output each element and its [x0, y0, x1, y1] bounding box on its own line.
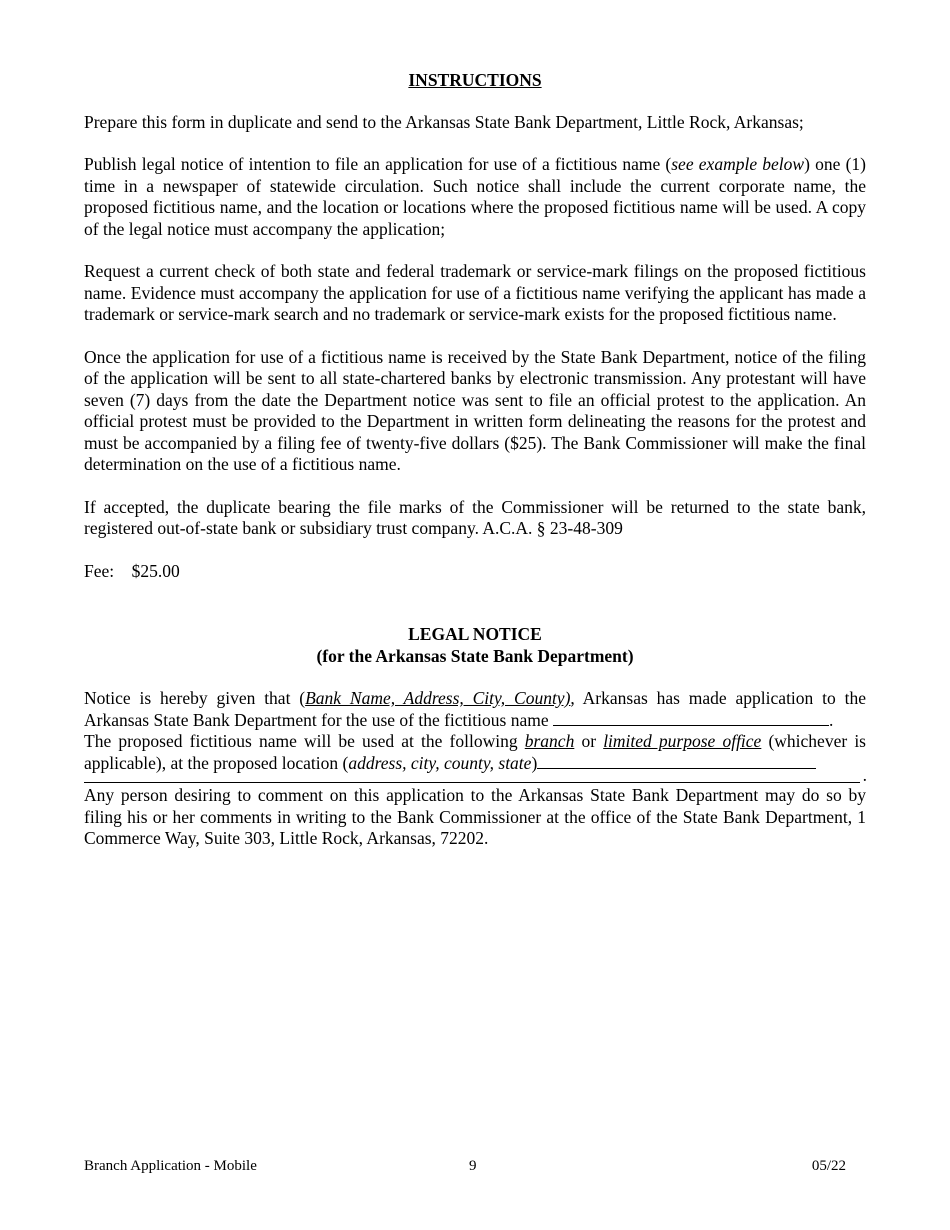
notice-sentence-1: Notice is hereby given that (Bank Name, Address, City, County), Arkansas has made application to the Arkansas State Bank Department for the use of the fictitious name .	[84, 688, 866, 730]
legal-notice-body	[84, 688, 866, 850]
instruction-paragraph-2	[84, 154, 866, 240]
instruction-paragraph-3: Request a current check of both state and federal trademark or service-mark filings on the proposed fictitious name. Evidence must accompany the application for use of a fictitious name verifying the applicant has made a trademark or service-mark search and no trademark or service-mark exists for the proposed fictitious name.	[84, 261, 866, 324]
footer-page-number: 9	[469, 1158, 477, 1174]
instructions-title: INSTRUCTIONS	[408, 70, 542, 90]
instruction-paragraph-2-text-b: ) one (1) time in a newspaper of statewide circulation. Such notice shall include the current corporate name, the proposed fictitious name, and the location or locations where the proposed fictitious name will be used. A copy of the legal notice must accompany the application;	[84, 154, 866, 239]
notice-sentence-1-text-a: Notice is hereby given that (	[84, 688, 306, 708]
location-placeholder: address, city, county, state	[348, 752, 532, 773]
notice-sentence-2-text-c: )	[531, 752, 538, 773]
instruction-paragraph-4: Once the application for use of a fictitious name is received by the State Bank Department, notice of the filing of the application will be sent to all state-chartered banks by electronic transmission. Any protestant will have seven (7) days from the date the Department notice was sent to file an official protest to the application. An official protest must be provided to the Department in written form delineating the reasons for the protest and must be accompanied by a filing fee of twenty-five dollars ($25). The Bank Commissioner will make the final determination on the use of a fictitious name.	[84, 346, 866, 474]
footer-form-name: Branch Application - Mobile	[84, 1158, 257, 1174]
period-mark: .	[862, 765, 867, 785]
notice-sentence-2-text-a: The proposed fictitious name will be used at the following	[84, 731, 525, 751]
fee-line	[84, 561, 866, 583]
legal-notice-title	[84, 624, 866, 667]
notice-sentence-2	[84, 731, 866, 774]
instruction-paragraph-5: If accepted, the duplicate bearing the file marks of the Commissioner will be returned to the state bank, registered out-of-state bank or subsidiary trust company. A.C.A. § 23-48-309	[84, 496, 866, 538]
see-example-text: see example below	[671, 154, 805, 174]
fee-value: $25.00	[131, 560, 180, 581]
notice-sentence-2-text-b: (whichever is applicable), at the proposed location (	[84, 731, 866, 773]
fictitious-name-blank[interactable]	[553, 710, 829, 726]
legal-notice-title-line2: (for the Arkansas State Bank Department)	[316, 645, 634, 666]
fee-label: Fee:	[84, 560, 115, 581]
bank-name-placeholder: Bank Name, Address, City, County)	[305, 688, 571, 708]
location-blank-1[interactable]	[537, 753, 816, 769]
legal-notice-title-line1: LEGAL NOTICE	[408, 624, 542, 644]
document-page	[84, 70, 866, 850]
branch-option: branch	[524, 731, 575, 751]
footer-date: 05/22	[811, 1158, 846, 1174]
notice-sentence-3: Any person desiring to comment on this application to the Arkansas State Bank Department may do so by filing his or her comments in writing to the Bank Commissioner at the office of the State Bank Department, 1 Commerce Way, Suite 303, Little Rock, Arkansas, 72202.	[84, 785, 866, 848]
instruction-paragraph-1: Prepare this form in duplicate and send to the Arkansas State Bank Department, Little Rock, Arkansas;	[84, 111, 804, 132]
limited-purpose-office-option: limited purpose office	[603, 731, 762, 751]
or-text: or	[574, 731, 604, 751]
instruction-paragraph-2-text-a: Publish legal notice of intention to file an application for use of a fictitious name (	[84, 154, 672, 174]
comma-underlined: ,	[570, 688, 575, 708]
location-blank-2[interactable]	[84, 765, 867, 785]
notice-sentence-1-text-b: Arkansas has made application to the Arkansas State Bank Department for the use of the fictitious name	[84, 688, 866, 730]
